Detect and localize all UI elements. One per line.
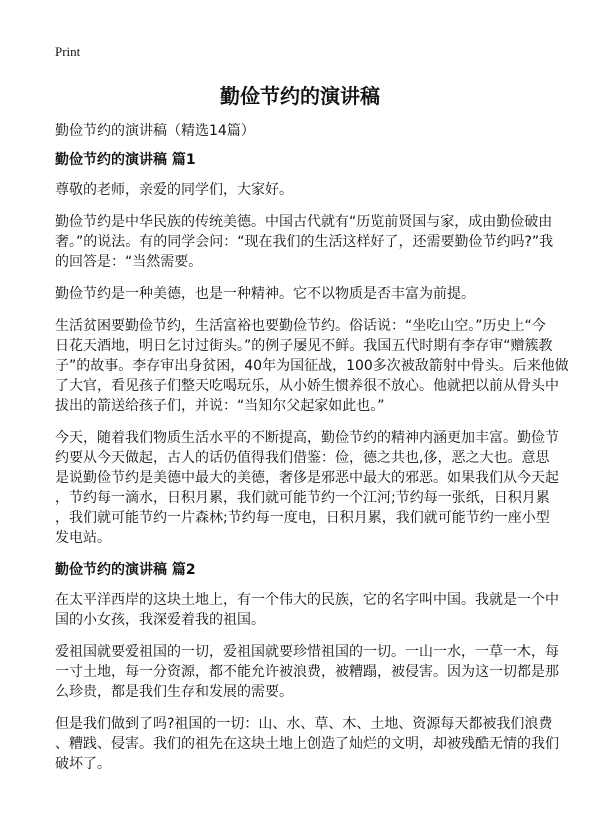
paragraph	[55, 642, 559, 702]
paragraph-line: 日花天酒地，明日乞讨过街头。”的例子屡见不鲜。我国五代时期有李存审“赠簇教	[55, 338, 553, 354]
paragraph-line: 了大官，看见孩子们整天吃喝玩乐，从小娇生惯养很不放心。他就把以前从骨头中	[55, 378, 559, 394]
paragraph	[55, 714, 559, 774]
paragraph-line: 拔出的箭送给孩子们，并说：“当知尔父起家如此也。”	[55, 398, 385, 414]
paragraph-line: 是说勤俭节约是美德中最大的美德，奢侈是邪恶中最大的邪恶。如果我们从今天起	[55, 470, 559, 486]
paragraph-line: 生活贫困要勤俭节约，生活富裕也要勤俭节约。俗话说：“坐吃山空。”历史上“今	[55, 318, 546, 334]
paragraph-line: 尊敬的老师，亲爱的同学们，大家好。	[55, 182, 293, 198]
paragraph	[55, 316, 569, 416]
section-heading: 勤俭节约的演讲稿 篇1	[55, 152, 196, 168]
document-title: 勤俭节约的演讲稿	[220, 84, 380, 108]
paragraph-line: 爱祖国就要爱祖国的一切，爱祖国就要珍惜祖国的一切。一山一水，一草一木，每	[55, 644, 559, 660]
paragraph-line: 勤俭节约是一种美德，也是一种精神。它不以物质是否丰富为前提。	[55, 286, 475, 302]
paragraph-line: 子”的故事。李存审出身贫困，40年为国征战，100多次被敌箭射中骨头。后来他做	[55, 358, 569, 374]
paragraph-line: 约要从今天做起，古人的话仍值得我们借鉴：俭，德之共也,侈，恶之大也。意思	[55, 450, 550, 466]
paragraph-line: 奢。”的说法。有的同学会问：“现在我们的生活这样好了，还需要勤俭节约吗?”我	[55, 234, 554, 250]
document-body	[55, 150, 569, 786]
paragraph	[55, 212, 555, 272]
paragraph-line: 勤俭节约是中华民族的传统美德。中国古代就有“历览前贤国与家，成由勤俭破由	[55, 214, 553, 230]
paragraph	[55, 284, 555, 304]
paragraph-line: ，节约每一滴水，日积月累，我们就可能节约一个江河;节约每一张纸，日积月累	[55, 490, 550, 506]
paragraph-line: 但是我们做到了吗?祖国的一切：山、水、草、木、土地、资源每天都被我们浪费	[55, 716, 553, 732]
paragraph	[55, 590, 559, 630]
paragraph	[55, 428, 559, 548]
paragraph-line: 、糟践、侵害。我们的祖先在这块土地上创造了灿烂的文明，却被残酷无情的我们	[55, 736, 559, 752]
document-subtitle: 勤俭节约的演讲稿（精选14篇）	[55, 123, 255, 139]
paragraph-line: 国的小女孩，我深爱着我的祖国。	[55, 612, 265, 628]
print-label[interactable]: Print	[55, 44, 81, 59]
paragraph-line: 么珍贵，都是我们生存和发展的需要。	[55, 684, 293, 700]
paragraph-line: 在太平洋西岸的这块土地上，有一个伟大的民族，它的名字叫中国。我就是一个中	[55, 592, 559, 608]
paragraph-line: 一寸土地，每一分资源，都不能允许被浪费，被糟蹋，被侵害。因为这一切都是那	[55, 664, 559, 680]
paragraph-line: 今天，随着我们物质生活水平的不断提高，勤俭节约的精神内涵更加丰富。勤俭节	[55, 430, 559, 446]
paragraph-line: 的回答是：“当然需要。	[55, 254, 203, 270]
paragraph-line: ，我们就可能节约一片森林;节约每一度电，日积月累，我们就可能节约一座小型	[55, 510, 550, 526]
paragraph-line: 破坏了。	[55, 756, 111, 772]
section-heading: 勤俭节约的演讲稿 篇2	[55, 562, 196, 578]
paragraph	[55, 180, 555, 200]
paragraph-line: 发电站。	[55, 530, 111, 546]
